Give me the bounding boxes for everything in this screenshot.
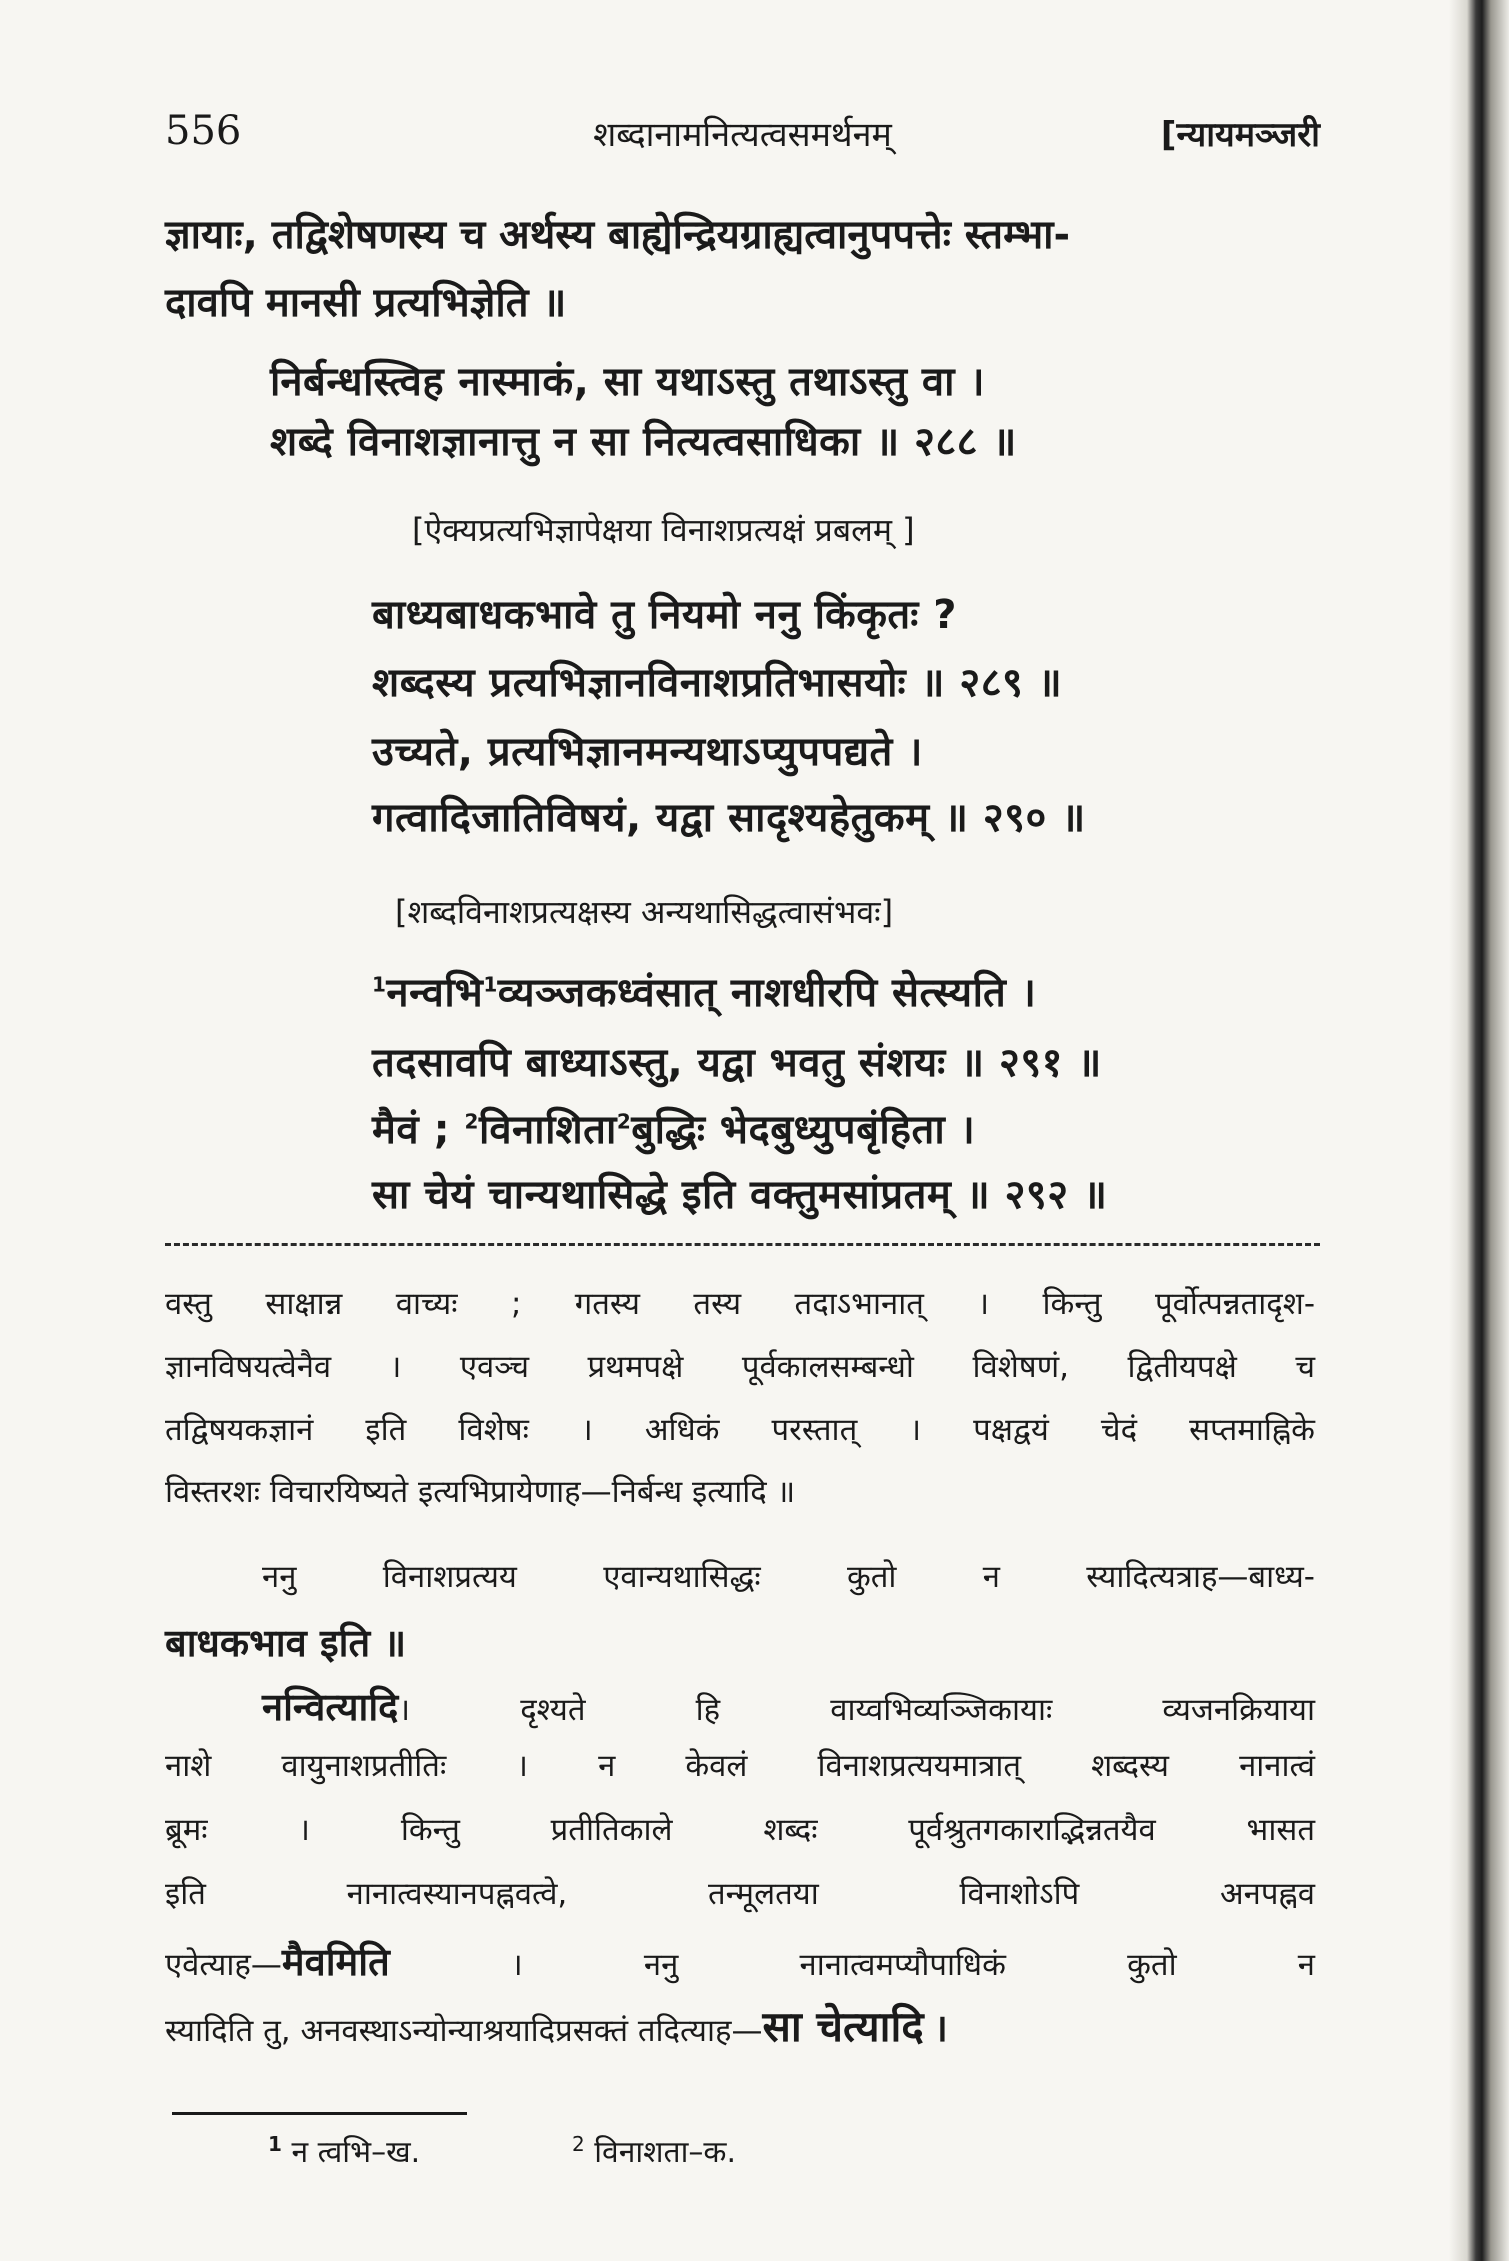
commentary-divider <box>165 1243 1320 1246</box>
commentary-line: तद्विषयकज्ञानं इति विशेषः । अधिकं परस्तात् । पक्षद्वयं चेदं सप्तमाह्निके <box>165 1412 1315 1448</box>
verse-line: बाध्यबाधकभावे तु नियमो ननु किंकृतः ? <box>372 592 957 638</box>
commentary-fragment: । ननु नानात्वमप्यौपाधिकं कुतो न <box>510 1947 1316 1983</box>
commentary-line: इति नानात्वस्यानपह्नवत्वे, तन्मूलतया विनाशोऽपि अनपह्नव <box>165 1876 1315 1912</box>
commentary-lemma: मैवमिति <box>281 1940 390 1984</box>
footnote-divider <box>172 2112 467 2115</box>
footnote <box>572 2130 736 2171</box>
commentary-lemma: नन्वित्यादि <box>262 1685 399 1729</box>
verse-line: शब्दस्य प्रत्यभिज्ञानविनाशप्रतिभासयोः ॥ २८९ ॥ <box>372 660 1063 706</box>
verse-line: गत्वादिजातिविषयं, यद्वा सादृश्यहेतुकम् ॥ २९० ॥ <box>372 795 1086 841</box>
footnote-marker: 1 <box>483 972 498 997</box>
footnote-text: न त्वभि–ख. <box>291 2135 421 2170</box>
commentary-fragment: स्यादिति तु, अनवस्थाऽन्योन्याश्रयादिप्रसक्तं तदित्याह— <box>165 2013 763 2049</box>
commentary-line: वस्तु साक्षान्न वाच्यः ; गतस्य तस्य तदाऽभानात् । किन्तु पूर्वोत्पन्नतादृश- <box>165 1286 1315 1322</box>
verse-line: निर्बन्धस्त्विह नास्माकं, सा यथाऽस्तु तथाऽस्तु वा । <box>270 359 986 405</box>
running-header <box>165 108 1320 158</box>
commentary-line: नाशे वायुनाशप्रतीतिः । न केवलं विनाशप्रत्ययमात्रात् शब्दस्य नानात्वं <box>165 1748 1315 1784</box>
verse-line: सा चेयं चान्यथासिद्धे इति वक्तुमसांप्रतम् ॥ २९२ ॥ <box>372 1172 1108 1218</box>
footnote-text: विनाशता–क. <box>594 2135 736 2170</box>
commentary-fragment: । दृश्यते हि वाय्वभिव्यञ्जिकायाः व्यजनक्रियाया <box>398 1692 1315 1728</box>
book-title: [न्यायमञ्जरी <box>1160 115 1320 155</box>
verse-fragment: मैवं ; <box>372 1107 451 1153</box>
page-number: 556 <box>165 108 242 154</box>
commentary-line: ननु विनाशप्रत्यय एवान्यथासिद्धः कुतो न स्यादित्यत्राह—बाध्य- <box>262 1559 1315 1595</box>
commentary-line: ज्ञानविषयत्वेनैव । एवञ्च प्रथमपक्षे पूर्वकालसम्बन्धो विशेषणं, द्वितीयपक्षे च <box>165 1349 1315 1385</box>
verse-line <box>372 1100 975 1155</box>
book-spine-shadow <box>1449 0 1509 2261</box>
commentary-fragment: एवेत्याह— <box>165 1947 282 1983</box>
prose-line: दावपि मानसी प्रत्यभिज्ञेति ॥ <box>165 280 567 326</box>
commentary-line <box>165 1935 1315 1987</box>
commentary-line: ब्रूमः । किन्तु प्रतीतिकाले शब्दः पूर्वश्रुतगकाराद्भिन्नतयैव भासत <box>165 1812 1315 1848</box>
commentary-line: विस्तरशः विचारयिष्यते इत्यभिप्रायेणाह—निर्बन्ध इत्यादि ॥ <box>165 1474 796 1510</box>
commentary-lemma: सा चेत्यादि <box>762 2002 924 2051</box>
prose-line: ज्ञायाः, तद्विशेषणस्य च अर्थस्य बाह्येन्द्रियग्राह्यत्वानुपपत्तेः स्तम्भा- <box>165 212 1071 258</box>
verse-fragment: नन्वभि <box>386 970 484 1016</box>
verse-fragment: विनाशिता <box>478 1107 617 1153</box>
section-title: शब्दानामनित्यत्वसमर्थनम् <box>593 115 892 155</box>
commentary-line: बाधकभाव इति ॥ <box>165 1621 407 1665</box>
verse-line <box>372 963 1036 1018</box>
section-heading: [ऐक्यप्रत्यभिज्ञापेक्षया विनाशप्रत्यक्षं प्रबलम् ] <box>412 511 915 549</box>
footnote-marker: 1 <box>372 972 387 997</box>
verse-fragment: व्यञ्जकध्वंसात् नाशधीरपि सेत्स्यति । <box>497 970 1037 1016</box>
verse-fragment: बुद्धिः भेदबुध्युपबृंहिता । <box>631 1107 976 1153</box>
verse-line: तदसावपि बाध्याऽस्तु, यद्वा भवतु संशयः ॥ २९१ ॥ <box>372 1040 1102 1086</box>
commentary-line <box>165 1997 1315 2054</box>
commentary-fragment: । <box>933 2006 948 2050</box>
section-heading: [शब्दविनाशप्रत्यक्षस्य अन्यथासिद्धत्वासंभवः] <box>395 893 894 931</box>
footnote-number: 1 <box>268 2132 282 2156</box>
footnote-number: 2 <box>572 2132 585 2156</box>
footnote-marker: 2 <box>616 1109 632 1134</box>
footnote-marker: 2 <box>464 1109 479 1134</box>
verse-line: शब्दे विनाशज्ञानात्तु न सा नित्यत्वसाधिका ॥ २८८ ॥ <box>270 419 1017 465</box>
footnote <box>268 2130 420 2171</box>
verse-line: उच्यते, प्रत्यभिज्ञानमन्यथाऽप्युपपद्यते । <box>372 729 923 775</box>
commentary-line <box>262 1680 1315 1732</box>
